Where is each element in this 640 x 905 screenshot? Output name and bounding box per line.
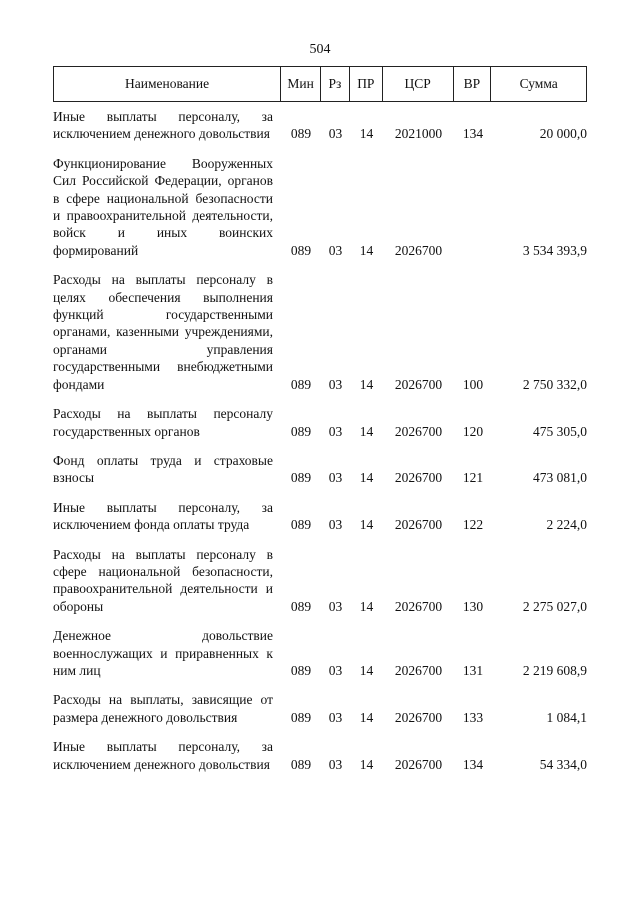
row-csr: 2026700 — [394, 662, 443, 678]
row-rz: 03 — [328, 598, 343, 614]
row-pr: 14 — [359, 517, 374, 533]
row-rz: 03 — [328, 376, 343, 392]
row-sum: 473 081,0 — [533, 470, 587, 486]
row-pr: 14 — [359, 126, 374, 142]
row-min: 089 — [290, 470, 312, 486]
row-csr: 2021000 — [394, 126, 443, 142]
row-rz: 03 — [328, 517, 343, 533]
row-min: 089 — [290, 709, 312, 725]
header-min: Мин — [281, 67, 321, 101]
row-csr: 2026700 — [394, 470, 443, 486]
row-pr: 14 — [359, 756, 374, 772]
row-name: Расходы на выплаты персоналу государственных органов — [53, 406, 273, 439]
row-name: Расходы на выплаты, зависящие от размера денежного довольствия — [53, 692, 273, 725]
row-min: 089 — [290, 662, 312, 678]
header-rz: Рз — [321, 67, 350, 101]
row-rz: 03 — [328, 470, 343, 486]
row-vr: 121 — [462, 470, 484, 486]
row-min: 089 — [290, 126, 312, 142]
row-rz: 03 — [328, 242, 343, 258]
table-row — [53, 405, 587, 440]
row-sum: 2 275 027,0 — [522, 598, 587, 614]
row-name: Расходы на выплаты персоналу в целях обеспечения выполнения функций государственными органами, казенными учреждениями, органами управления государственными внебюджетными фондами — [53, 272, 273, 392]
row-rz: 03 — [328, 709, 343, 725]
table-row — [53, 627, 587, 679]
header-pr: ПР — [350, 67, 383, 101]
table-row — [53, 499, 587, 534]
row-pr: 14 — [359, 709, 374, 725]
row-min: 089 — [290, 242, 312, 258]
row-sum: 2 750 332,0 — [522, 376, 587, 392]
row-csr: 2026700 — [394, 598, 443, 614]
row-csr: 2026700 — [394, 376, 443, 392]
table-row — [53, 155, 587, 259]
row-name: Иные выплаты персоналу, за исключением фонда оплаты труда — [53, 499, 273, 533]
row-vr: 134 — [462, 126, 484, 142]
table-row — [53, 691, 587, 726]
row-vr: 130 — [462, 598, 484, 614]
header-csr: ЦСР — [383, 67, 454, 101]
row-vr: 134 — [462, 756, 484, 772]
row-sum: 2 224,0 — [546, 517, 587, 533]
header-name: Наименование — [54, 67, 281, 101]
row-min: 089 — [290, 517, 312, 533]
row-name: Иные выплаты персоналу, за исключением денежного довольствия — [53, 109, 273, 142]
row-min: 089 — [290, 598, 312, 614]
row-min: 089 — [290, 376, 312, 392]
header-sum: Сумма — [519, 76, 558, 91]
row-rz: 03 — [328, 756, 343, 772]
row-csr: 2026700 — [394, 423, 443, 439]
table-body — [53, 108, 587, 785]
row-name: Денежное довольствие военнослужащих и приравненных к ним лиц — [53, 628, 273, 678]
table-row — [53, 452, 587, 487]
table-row — [53, 271, 587, 393]
row-min: 089 — [290, 423, 312, 439]
row-pr: 14 — [359, 376, 374, 392]
page-number: 504 — [309, 42, 331, 57]
row-name: Фонд оплаты труда и страховые взносы — [53, 452, 273, 486]
row-vr: 100 — [462, 376, 484, 392]
row-pr: 14 — [359, 598, 374, 614]
row-sum: 20 000,0 — [539, 126, 587, 142]
row-name: Расходы на выплаты персоналу в сфере национальной безопасности, правоохранительной деятельности и обороны — [53, 546, 273, 614]
row-pr: 14 — [359, 470, 374, 486]
row-csr: 2026700 — [394, 756, 443, 772]
row-min: 089 — [290, 756, 312, 772]
row-pr: 14 — [359, 662, 374, 678]
row-sum: 3 534 393,9 — [522, 242, 587, 258]
row-sum: 1 084,1 — [546, 709, 587, 725]
row-csr: 2026700 — [394, 517, 443, 533]
table-header — [53, 66, 587, 102]
header-vr: ВР — [454, 67, 492, 101]
row-rz: 03 — [328, 662, 343, 678]
row-rz: 03 — [328, 126, 343, 142]
row-rz: 03 — [328, 423, 343, 439]
row-vr: 133 — [462, 709, 484, 725]
row-sum: 475 305,0 — [533, 423, 587, 439]
row-sum: 2 219 608,9 — [522, 662, 587, 678]
row-vr: 122 — [462, 517, 484, 533]
table-row — [53, 546, 587, 616]
row-name: Функционирование Вооруженных Сил Российской Федерации, органов в сфере национальной безопасности и правоохранительной деятельности, войск и иных воинских формирований — [53, 155, 273, 258]
row-sum: 54 334,0 — [539, 756, 587, 772]
table-row — [53, 738, 587, 773]
row-pr: 14 — [359, 423, 374, 439]
row-csr: 2026700 — [394, 242, 443, 258]
row-name: Иные выплаты персоналу, за исключением денежного довольствия — [53, 739, 273, 772]
row-vr: 120 — [462, 423, 484, 439]
row-pr: 14 — [359, 242, 374, 258]
table-row — [53, 108, 587, 143]
row-vr: 131 — [462, 662, 484, 678]
row-csr: 2026700 — [394, 709, 443, 725]
